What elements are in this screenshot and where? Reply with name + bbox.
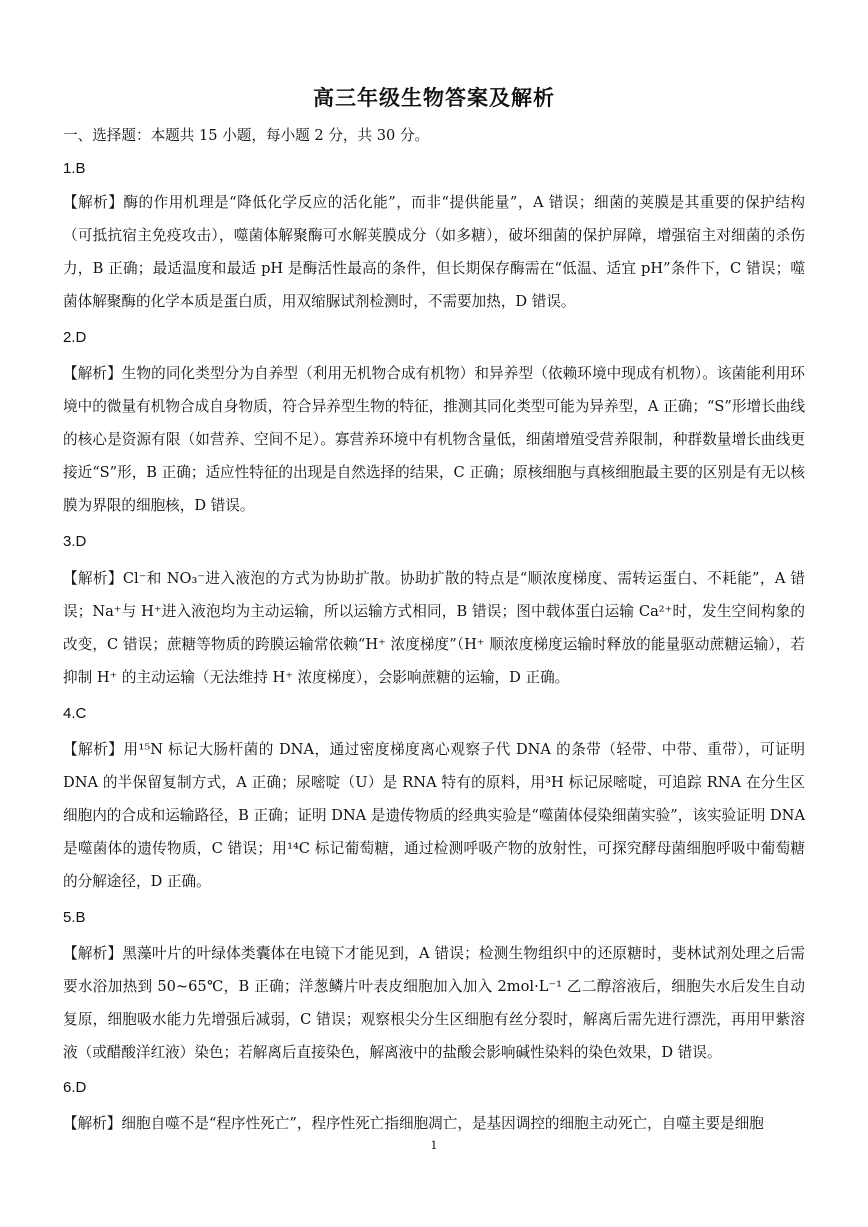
answer-5-explanation: 【解析】黑藻叶片的叶绿体类囊体在电镜下才能见到，A 错误；检测生物组织中的还原糖时，斐林试剂处理之后需要水浴加热到 50~65℃，B 正确；洋葱鳞片叶表皮细胞加入加入 2mol·L⁻¹ 乙二醇溶液后，细胞失水后发生自动复原，细胞吸水能力先增强后减弱，C 错误；观察根尖分生区细胞有丝分裂时，解离后需先进行漂洗，再用甲紫溶液（或醋酸洋红液）染色；若解离后直接染色，解离液中的盐酸会影响碱性染料的染色效果，D 错误。 [63,945,805,1061]
answer-6-number: 6.D [63,1079,87,1096]
answer-5-number: 5.B [63,909,86,926]
answer-6-explanation: 【解析】细胞自噬不是“程序性死亡”，程序性死亡指细胞凋亡，是基因调控的细胞主动死亡，自噬主要是细胞 [63,1115,764,1132]
answer-1-explanation: 【解析】酶的作用机理是“降低化学反应的活化能”，而非“提供能量”，A 错误；细菌的荚膜是其重要的保护结构（可抵抗宿主免疫攻击），噬菌体解聚酶可水解荚膜成分（如多糖），破坏细菌的保护屏障，增强宿主对细菌的杀伤力，B 正确；最适温度和最适 pH 是酶活性最高的条件，但长期保存酶需在“低温、适宜 pH”条件下，C 错误；噬菌体解聚酶的化学本质是蛋白质，用双缩脲试剂检测时，不需要加热，D 错误。 [63,194,805,310]
answer-3-explanation: 【解析】Cl⁻和 NO₃⁻进入液泡的方式为协助扩散。协助扩散的特点是“顺浓度梯度、需转运蛋白、不耗能”，A 错误；Na⁺与 H⁺进入液泡均为主动运输，所以运输方式相同，B 错误；图中载体蛋白运输 Ca²⁺时，发生空间构象的改变，C 错误；蔗糖等物质的跨膜运输常依赖“H⁺ 浓度梯度”（H⁺ 顺浓度梯度运输时释放的能量驱动蔗糖运输），若抑制 H⁺ 的主动运输（无法维持 H⁺ 浓度梯度），会影响蔗糖的运输，D 正确。 [63,570,805,686]
answer-4-explanation: 【解析】用¹⁵N 标记大肠杆菌的 DNA，通过密度梯度离心观察子代 DNA 的条带（轻带、中带、重带），可证明 DNA 的半保留复制方式，A 正确；尿嘧啶（U）是 RNA 特有的原料，用³H 标记尿嘧啶，可追踪 RNA 在分生区细胞内的合成和运输路径，B 正确；证明 DNA 是遗传物质的经典实验是“噬菌体侵染细菌实验”，该实验证明 DNA 是噬菌体的遗传物质，C 错误；用¹⁴C 标记葡萄糖，通过检测呼吸产物的放射性，可探究酵母菌细胞呼吸中葡萄糖的分解途径，D 正确。 [63,741,805,890]
answer-2-explanation: 【解析】生物的同化类型分为自养型（利用无机物合成有机物）和异养型（依赖环境中现成有机物）。该菌能利用环境中的微量有机物合成自身物质，符合异养型生物的特征，推测其同化类型可能为异养型，A 正确；“S”形增长曲线的核心是资源有限（如营养、空间不足）。寡营养环境中有机物含量低，细菌增殖受营养限制，种群数量增长曲线更接近“S”形，B 正确；适应性特征的出现是自然选择的结果，C 正确；原核细胞与真核细胞最主要的区别是有无以核膜为界限的细胞核，D 错误。 [63,365,805,514]
answer-4-number: 4.C [63,705,87,722]
section-header: 一、选择题：本题共 15 小题，每小题 2 分，共 30 分。 [63,127,430,144]
answer-3-number: 3.D [63,533,87,550]
answer-1-number: 1.B [63,160,86,177]
answer-2-number: 2.D [63,329,87,346]
page-title: 高三年级生物答案及解析 [313,86,555,110]
page-number: 1 [430,1139,438,1152]
